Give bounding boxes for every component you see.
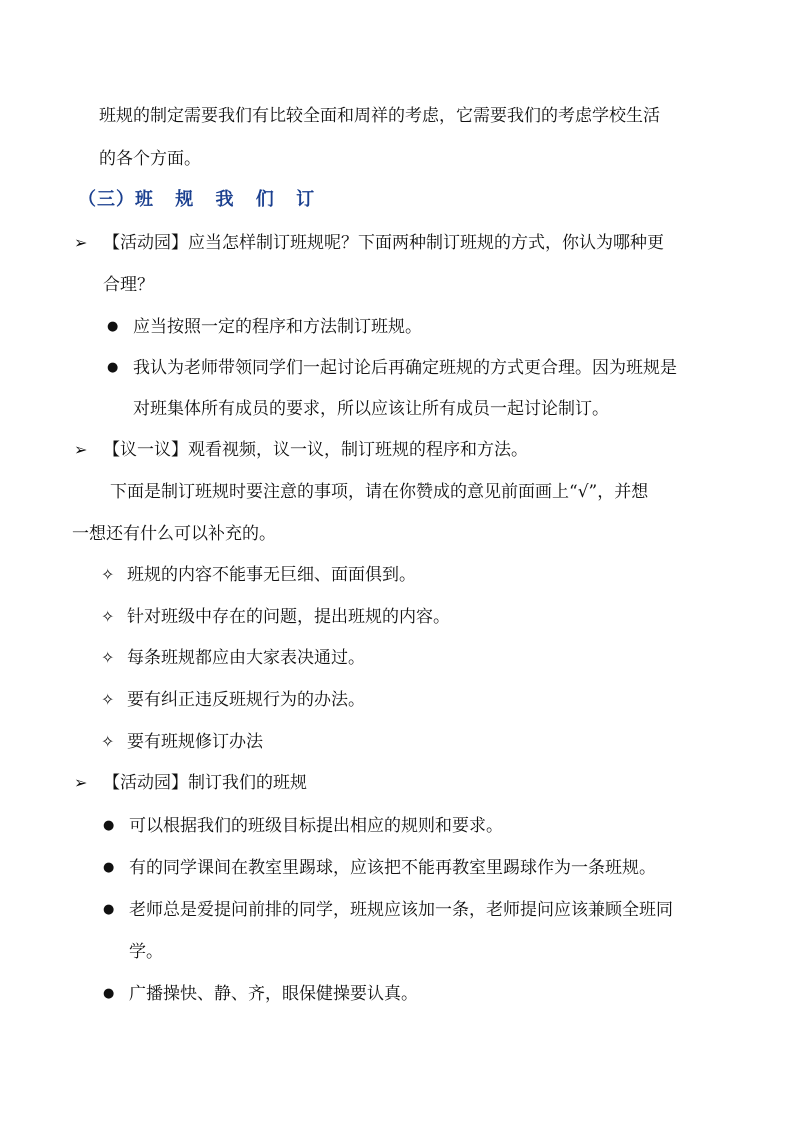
activity1-line-1: 【活动园】应当怎样制订班规呢？下面两种制订班规的方式，你认为哪种更	[103, 233, 664, 253]
activity1-line-2: 合理？	[103, 275, 154, 295]
discuss-line-1: 【议一议】观看视频，议一议，制订班规的程序和方法。	[103, 440, 528, 460]
section-heading-prefix: （三）	[78, 189, 135, 210]
discuss-option-3: 每条班规都应由大家表决通过。	[127, 648, 365, 668]
filled-circle-icon: ●	[103, 860, 115, 875]
four-point-star-icon: ✧	[101, 648, 115, 667]
activity2-bullet-3-line-2: 学。	[129, 942, 163, 962]
activity2-line-1: 【活动园】制订我们的班规	[103, 773, 307, 793]
four-point-star-icon: ✧	[101, 690, 115, 709]
four-point-star-icon: ✧	[101, 732, 115, 751]
filled-circle-icon: ●	[103, 986, 115, 1001]
section-heading	[78, 189, 322, 211]
filled-circle-icon: ●	[103, 818, 115, 833]
arrowhead-icon: ➢	[74, 233, 88, 252]
filled-circle-icon: ●	[107, 319, 119, 334]
activity2-bullet-2: 有的同学课间在教室里踢球，应该把不能再教室里踢球作为一条班规。	[129, 858, 656, 878]
activity2-bullet-4: 广播操快、静、齐，眼保健操要认真。	[129, 984, 418, 1004]
discuss-option-5: 要有班规修订办法	[127, 732, 263, 752]
discuss-option-1: 班规的内容不能事无巨细、面面俱到。	[127, 565, 416, 585]
activity2-bullet-3-line-1: 老师总是爱提问前排的同学，班规应该加一条，老师提问应该兼顾全班同	[129, 900, 673, 920]
discuss-option-4: 要有纠正违反班规行为的办法。	[127, 690, 365, 710]
discuss-para-line-1: 下面是制订班规时要注意的事项，请在你赞成的意见前面画上“√”，并想	[110, 482, 649, 502]
filled-circle-icon: ●	[107, 360, 119, 375]
arrowhead-icon: ➢	[74, 773, 88, 792]
filled-circle-icon: ●	[103, 902, 115, 917]
activity2-bullet-1: 可以根据我们的班级目标提出相应的规则和要求。	[129, 816, 503, 836]
intro-line-1: 班规的制定需要我们有比较全面和周祥的考虑，它需要我们的考虑学校生活	[99, 106, 660, 126]
activity1-bullet-2-line-2: 对班集体所有成员的要求，所以应该让所有成员一起讨论制订。	[133, 399, 609, 419]
four-point-star-icon: ✧	[101, 607, 115, 626]
intro-line-2: 的各个方面。	[99, 149, 201, 169]
discuss-para-line-2: 一想还有什么可以补充的。	[72, 524, 276, 544]
arrowhead-icon: ➢	[74, 440, 88, 459]
four-point-star-icon: ✧	[101, 565, 115, 584]
discuss-option-2: 针对班级中存在的问题，提出班规的内容。	[127, 607, 450, 627]
section-heading-title: 班 规 我 们 订	[135, 189, 323, 210]
activity1-bullet-2-line-1: 我认为老师带领同学们一起讨论后再确定班规的方式更合理。因为班规是	[133, 358, 677, 378]
activity1-bullet-1: 应当按照一定的程序和方法制订班规。	[133, 317, 422, 337]
